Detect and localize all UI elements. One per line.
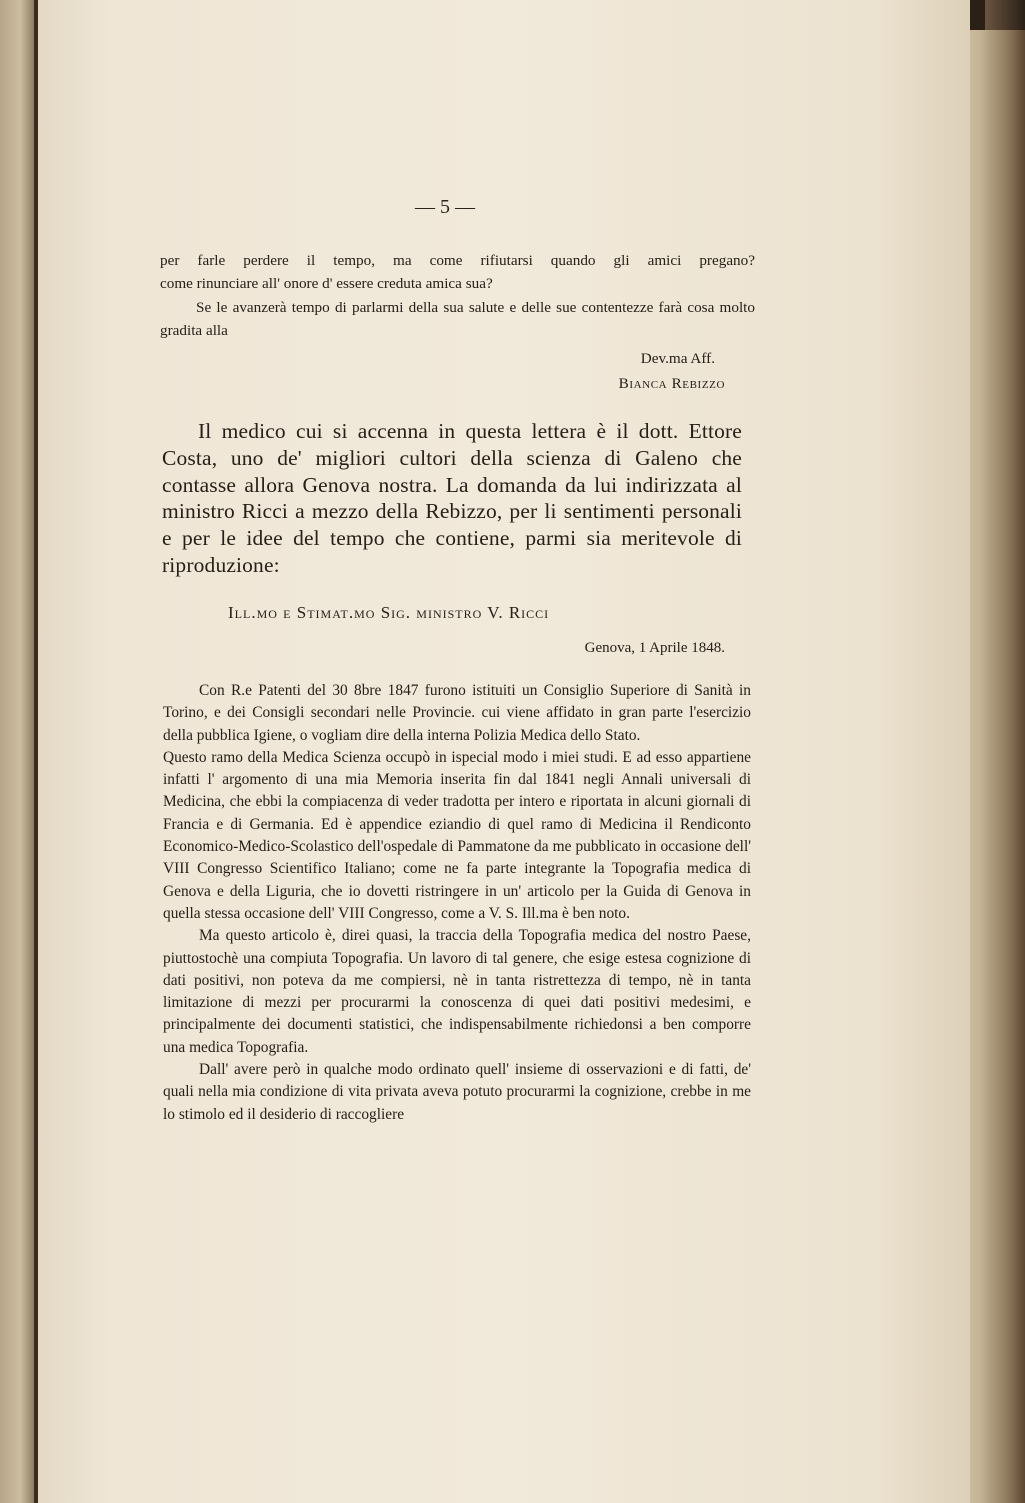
letter-line: Se le avanzerà tempo di parlarmi della sua salute e delle sue contentezze farà cosa molto gradita alla: [160, 299, 755, 339]
valediction: Dev.ma Aff.: [640, 350, 715, 367]
petition-addressee: Ill.mo e Stimat.mo Sig. ministro V. Ricci: [228, 603, 550, 622]
petition-paragraph: Ma questo articolo è, direi quasi, la traccia della Topografia medica del nostro Paese, piuttostochè una compiuta Topografia. Un lavoro di tal genere, che esige estesa cognizione di dati positivi, non poteva da me compiersi, nè in tanta ristrettezza di tempo, nè in tanta limitazione di mezzi per procurarmi la conoscenza di quei dati positivi medesimi, e principalmente dei documenti statistici, che indispensabilmente richiedonsi a ben comporre una medica Topografia.: [163, 927, 751, 1056]
petition-paragraph: Dall' avere però in qualche modo ordinato quell' insieme di osservazioni e di fatti, de' quali nella mia condizione di vita privata aveva potuto procurarmi la cognizione, crebbe in me lo stimolo ed il desiderio di raccogliere: [163, 1061, 751, 1123]
petition-paragraph: Con R.e Patenti del 30 8bre 1847 furono istituiti un Consiglio Superiore di Sanità in Torino, e dei Consigli secondari nelle Provincie. cui viene affidato in gran parte l'esercizio della pubblica Igiene, o vogliam dire della interna Polizia Medica dello Stato.: [163, 682, 751, 744]
page-number: — 5 —: [415, 196, 475, 218]
letter-line: per farle perdere il tempo, ma come rifiutarsi quando gli amici pregano?: [160, 252, 755, 269]
petition-paragraph: Questo ramo della Medica Scienza occupò in ispecial modo i miei studi. E ad esso appartiene infatti l' argomento di una mia Memoria inserita fin dal 1841 negli Annali universali di Medicina, che ebbi la compiacenza di veder tradotta per intero e riportata in alcuni giornali di Francia e di Germania. Ed è appendice eziandio di quel ramo di Medicina il Rendiconto Economico-Medico-Scolastico dell'ospedale di Pammatone da me pubblicato in occasione dell' VIII Congresso Scientifico Italiano; come ne fa parte integrante la Topografia medica di Genova e della Liguria, che io dovetti ristringere in un' articolo per la Guida di Genova in quella stessa occasione dell' VIII Congresso, come a V. S. Ill.ma è ben noto.: [163, 748, 751, 922]
signature: Bianca Rebizzo: [618, 374, 725, 392]
petition-body: [163, 680, 751, 1126]
facing-page-edge: [0, 0, 34, 1503]
commentary-block: [162, 418, 742, 579]
letter-closing: [160, 250, 755, 395]
petition-dateline: Genova, 1 Aprile 1848.: [584, 640, 725, 656]
letter-line: come rinunciare all' onore d' essere creduta amica sua?: [160, 274, 493, 292]
commentary-paragraph: Il medico cui si accenna in questa lettera è il dott. Ettore Costa, uno de' migliori cultori della scienza di Galeno che contasse allora Genova nostra. La domanda da lui indirizzata al ministro Ricci a mezzo della Rebizzo, per li sentimenti personali e per le idee del tempo che contiene, parmi sia meritevole di riproduzione:: [162, 419, 742, 577]
